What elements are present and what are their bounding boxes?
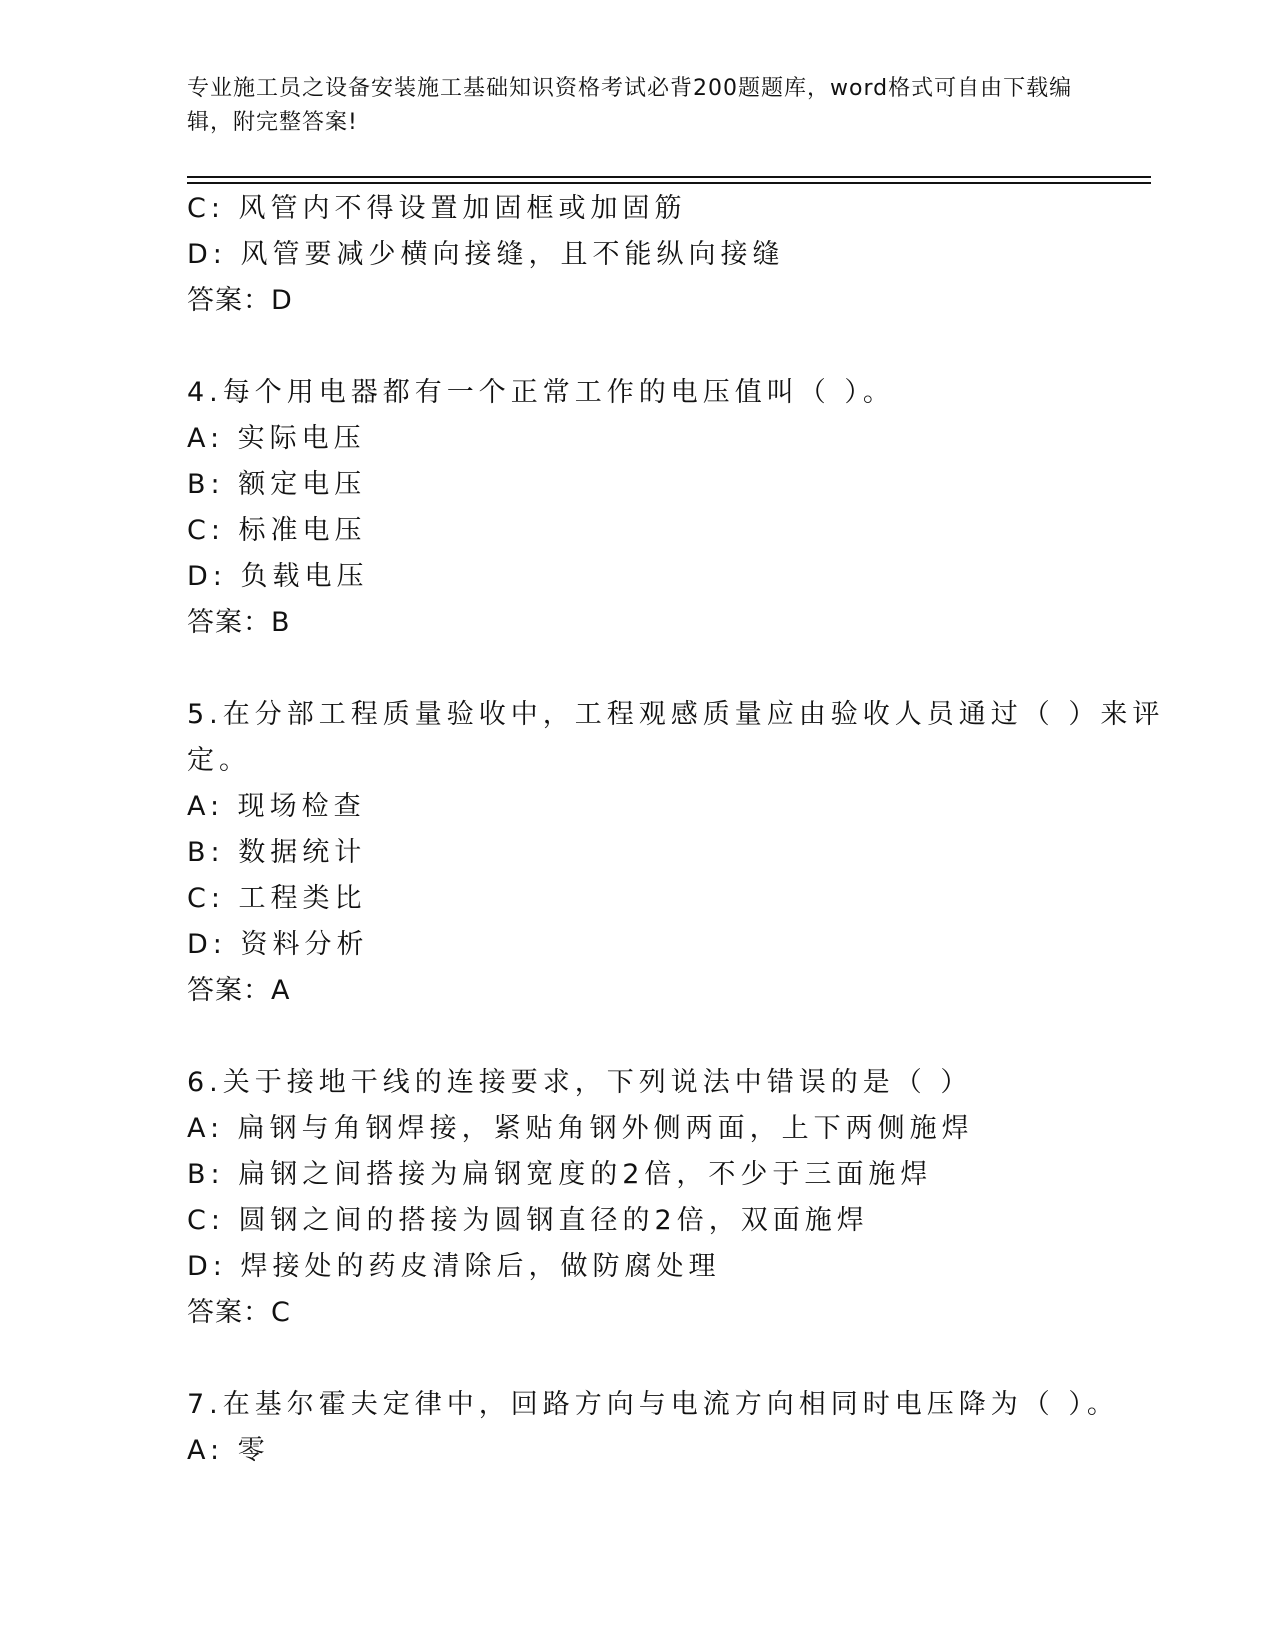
option-a: A: 实际电压 [187,423,366,454]
document-header [187,72,1087,140]
answer-line: 答案：A [187,975,291,1006]
spacer [187,324,1087,370]
answer-line: 答案：C [187,1297,291,1328]
option-a: A: 现场检查 [187,791,366,822]
spacer [187,1336,1087,1382]
option-b: B: 数据统计 [187,837,367,868]
option-c: C: 圆钢之间的搭接为圆钢直径的2倍，双面施焊 [187,1205,869,1236]
header-rule-bottom [187,182,1151,184]
question-block-6 [187,1060,1087,1336]
option-d: D: 风管要减少横向接缝，且不能纵向接缝 [187,239,785,270]
spacer [187,1014,1087,1060]
option-d: D: 焊接处的药皮清除后，做防腐处理 [187,1251,721,1282]
option-d: D: 资料分析 [187,929,369,960]
question-text-continued: 定。 [187,745,251,776]
answer-line: 答案：D [187,285,293,316]
option-a: A: 扁钢与角钢焊接，紧贴角钢外侧两面，上下两侧施焊 [187,1113,974,1144]
option-b: B: 扁钢之间搭接为扁钢宽度的2倍，不少于三面施焊 [187,1159,933,1190]
question-text: 5.在分部工程质量验收中，工程观感质量应由验收人员通过（ ）来评 [187,699,1165,730]
spacer [187,646,1087,692]
option-c: C: 风管内不得设置加固框或加固筋 [187,193,687,224]
option-b: B: 额定电压 [187,469,367,500]
header-rule-top [187,176,1151,178]
question-text: 4.每个用电器都有一个正常工作的电压值叫（ ）。 [187,377,895,408]
answer-line: 答案：B [187,607,291,638]
question-block-4 [187,370,1087,646]
question-block-5 [187,692,1165,1014]
document-title: 专业施工员之设备安装施工基础知识资格考试必背200题题库，word格式可自由下载编辑，附完整答案! [187,76,1073,135]
question-text: 7.在基尔霍夫定律中，回路方向与电流方向相同时电压降为（ ）。 [187,1389,1119,1420]
question-block-7 [187,1382,1119,1474]
option-a: A: 零 [187,1435,270,1466]
option-c: C: 工程类比 [187,883,367,914]
option-d: D: 负载电压 [187,561,369,592]
question-text: 6.关于接地干线的连接要求，下列说法中错误的是（ ） [187,1067,973,1098]
question-block-3 [187,186,1087,324]
option-c: C: 标准电压 [187,515,367,546]
question-list [187,186,1165,1474]
